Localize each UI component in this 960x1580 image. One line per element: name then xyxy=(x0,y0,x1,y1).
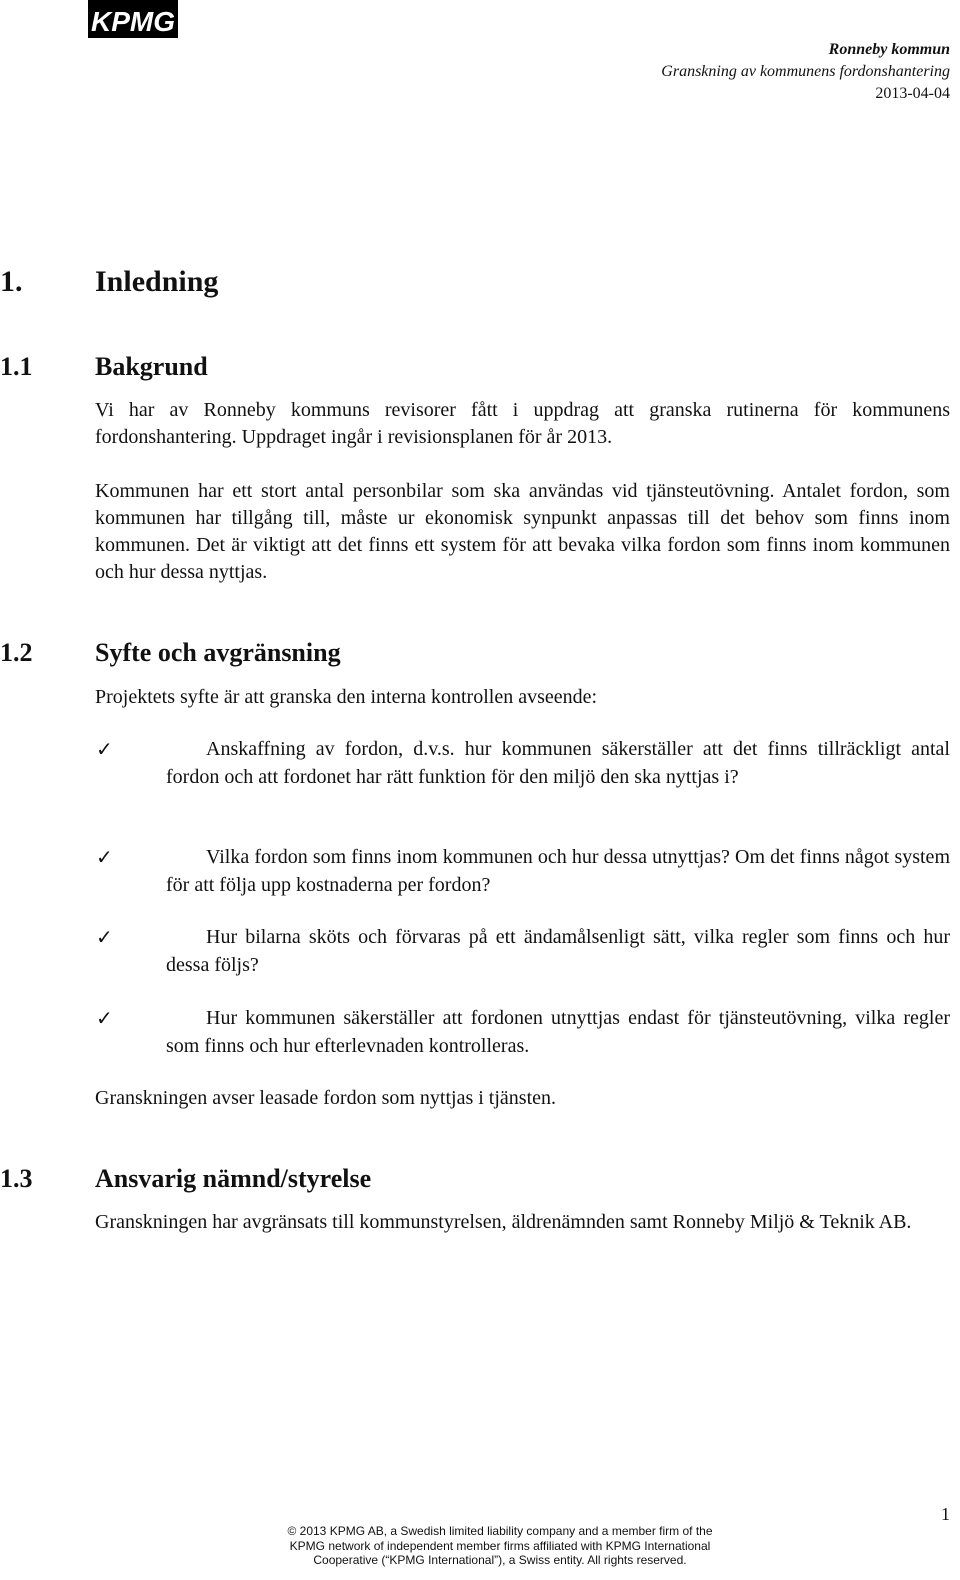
header-report-title: Granskning av kommunens fordonshantering xyxy=(661,63,950,80)
copyright-line: © 2013 KPMG AB, a Swedish limited liability company and a member firm of the xyxy=(287,1524,713,1538)
list-item: Hur bilarna sköts och förvaras på ett ändamålsenligt sätt, vilka regler som finns och hur dessa följs? xyxy=(166,926,950,976)
list-item: Anskaffning av fordon, d.v.s. hur kommunen säkerställer att det finns tillräckligt antal fordon och att fordonet har rätt funktion för den miljö den ska nyttjas i? xyxy=(166,738,950,788)
paragraph-background-2: Kommunen har ett stort antal personbilar som ska användas vid tjänsteutövning. Antalet fordon, som kommunen har tillgång till, måste ur ekonomisk synpunkt anpassas till det behov som finns inom kommunen. Det är viktigt att det finns ett system för att bevaka vilka fordon som finns inom kommunen och hur dessa nyttjas. xyxy=(95,480,950,583)
kpmg-logo: KPMG xyxy=(88,0,178,38)
section-title: Bakgrund xyxy=(95,352,208,381)
header-date: 2013-04-04 xyxy=(875,85,950,102)
section-number: 1. xyxy=(0,265,23,298)
page-number: 1 xyxy=(941,1504,950,1524)
paragraph-background-1: Vi har av Ronneby kommuns revisorer fått i uppdrag att granska rutinerna för kommunens fordonshantering. Uppdraget ingår i revisionsplanen för år 2013. xyxy=(95,399,950,448)
scope-intro: Projektets syfte är att granska den interna kontrollen avseende: xyxy=(95,686,598,708)
checkmark-icon: ✓ xyxy=(96,737,113,761)
checkmark-icon: ✓ xyxy=(96,845,113,869)
list-item: Vilka fordon som finns inom kommunen och hur dessa utnyttjas? Om det finns något system för att följa upp kostnaderna per fordon? xyxy=(166,846,950,896)
section-number: 1.1 xyxy=(0,352,33,381)
section-number: 1.3 xyxy=(0,1164,33,1193)
scope-closing: Granskningen avser leasade fordon som nyttjas i tjänsten. xyxy=(95,1087,556,1109)
section-title: Ansvarig nämnd/styrelse xyxy=(95,1164,372,1193)
list-item: Hur kommunen säkerställer att fordonen utnyttjas endast för tjänsteutövning, vilka regler som finns och hur efterlevnaden kontrolleras. xyxy=(166,1007,950,1057)
section-number: 1.2 xyxy=(0,638,33,667)
section-title: Inledning xyxy=(95,265,219,298)
header-organization: Ronneby kommun xyxy=(828,41,950,58)
section-title: Syfte och avgränsning xyxy=(95,638,341,667)
checkmark-icon: ✓ xyxy=(96,1006,113,1030)
responsible-board-paragraph: Granskningen har avgränsats till kommunstyrelsen, äldrenämnden samt Ronneby Miljö & Teknik AB. xyxy=(95,1211,912,1233)
copyright-line: KPMG network of independent member firms affiliated with KPMG International xyxy=(289,1538,711,1553)
checkmark-icon: ✓ xyxy=(96,925,113,949)
copyright-footer xyxy=(240,1524,760,1568)
copyright-line: Cooperative (“KPMG International”), a Swiss entity. All rights reserved. xyxy=(313,1553,687,1567)
